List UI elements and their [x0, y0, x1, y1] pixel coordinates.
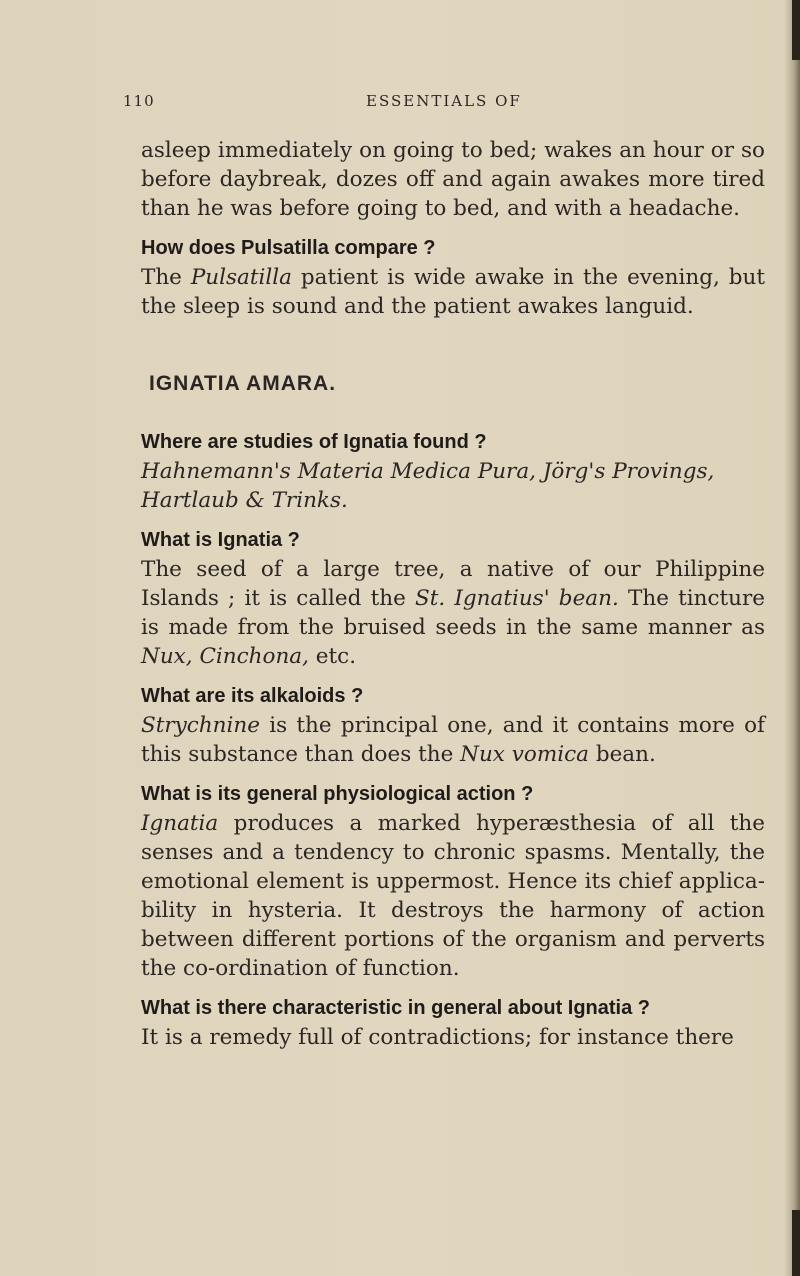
- question: What are its alkaloids ?: [141, 685, 364, 707]
- answer: The Pulsatilla patient is wide awake in the evening, but the sleep is sound and the patient awakes languid.: [141, 265, 765, 319]
- question: How does Pulsatilla compare ?: [141, 237, 436, 259]
- question: What is there characteristic in general about Ignatia ?: [141, 997, 651, 1019]
- page-edge-dark: [792, 0, 800, 60]
- page-edge-shadow: [784, 0, 800, 1276]
- page-header: [123, 92, 763, 116]
- page-number: 110: [123, 92, 155, 110]
- paragraph: asleep immediately on going to bed; wakes an hour or so before daybreak, dozes off and again awakes more tired than he was before going to bed, and with a headache.: [141, 138, 765, 221]
- running-title: ESSENTIALS OF: [366, 92, 522, 110]
- page-edge-dark: [792, 1210, 800, 1276]
- answer: Strychnine is the principal one, and it contains more of this substance than does the Nux vomica bean.: [141, 713, 765, 767]
- question: What is Ignatia ?: [141, 529, 300, 551]
- question: Where are studies of Ignatia found ?: [141, 431, 487, 453]
- question: What is its general physiological action ?: [141, 783, 534, 805]
- answer: Ignatia produces a marked hyperæsthesia of all the senses and a tendency to chronic spasms. Mentally, the emotional element is uppermost. Hence its chief applica- bility in hysteria. It destroys the harmony of action between different portions of the organism and perverts the co-ordination of function.: [141, 811, 765, 981]
- answer: The seed of a large tree, a native of our Philippine Islands ; it is called the St. Ignatius' bean. The tincture is made from the bruised seeds in the same manner as Nux, Cinchona, etc.: [141, 557, 765, 669]
- answer: It is a remedy full of contradictions; for instance there: [141, 1025, 734, 1050]
- answer: Hahnemann's Materia Medica Pura, Jörg's Provings, Hartlaub & Trinks.: [141, 459, 715, 513]
- section-heading: IGNATIA AMARA.: [149, 372, 337, 395]
- body-text: [141, 136, 765, 1052]
